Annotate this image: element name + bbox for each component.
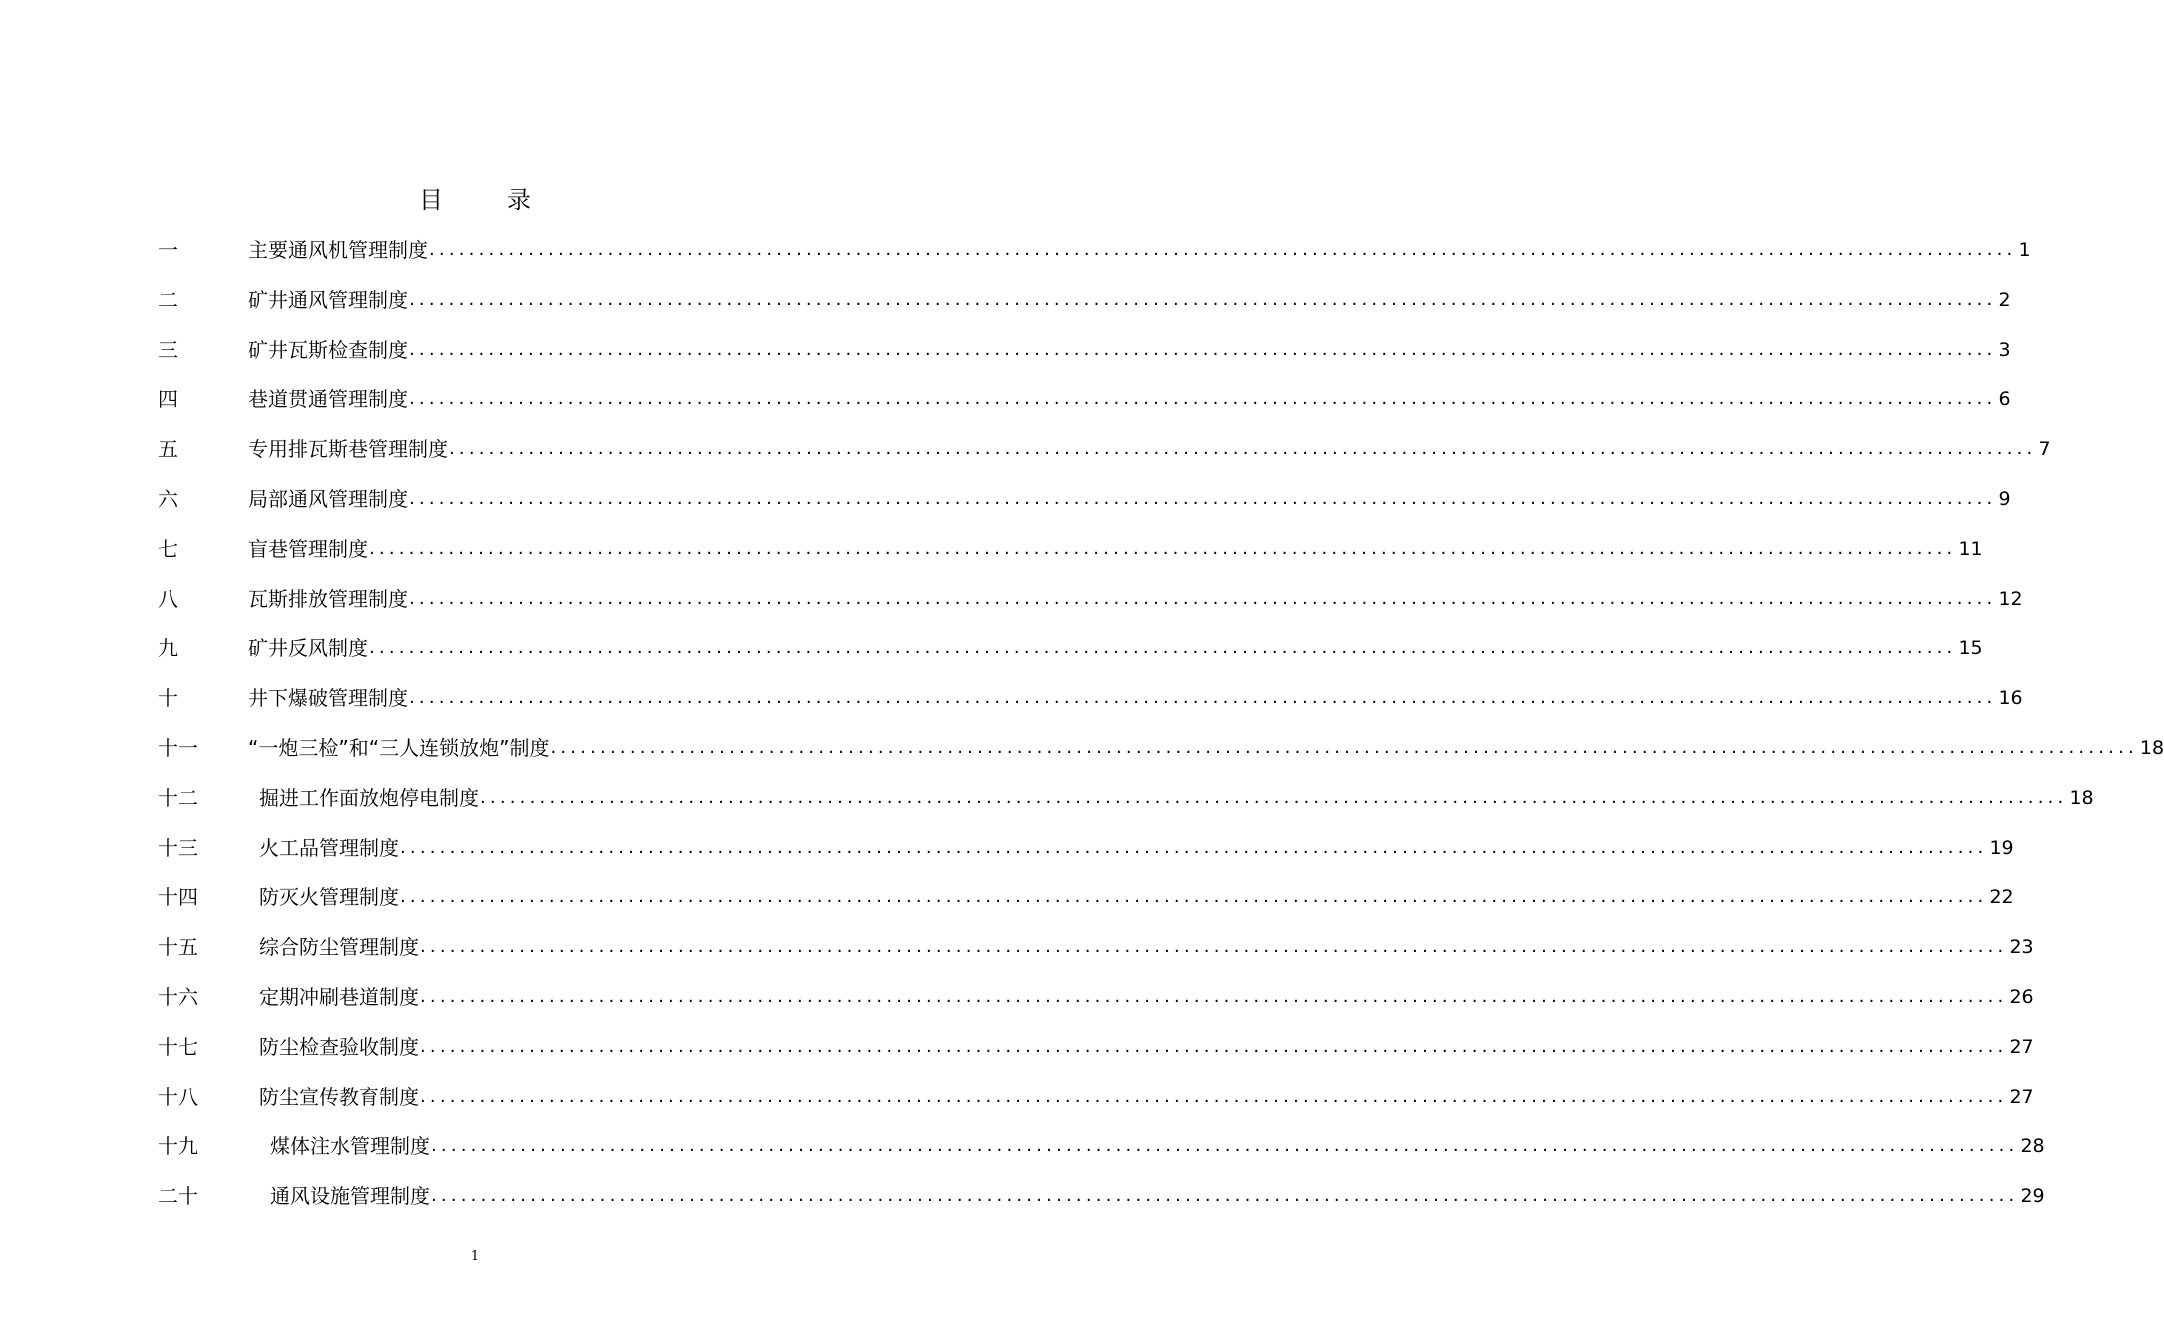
toc-entry-page: 23 (2009, 936, 2034, 958)
toc-entry-title: 通风设施管理制度 (270, 1184, 430, 1208)
toc-entry-title: 主要通风机管理制度 (248, 238, 428, 262)
toc-entry-page: 12 (1998, 588, 2023, 610)
toc-dot-leader: ................................................................................................................................................................ (449, 438, 2037, 459)
toc-title-char-2: 录 (507, 186, 531, 214)
toc-entry-title: “一炮三检”和“三人连锁放炮”制度 (248, 736, 550, 760)
toc-entry-title: 防尘宣传教育制度 (259, 1085, 419, 1109)
toc-entry[interactable] (158, 1032, 2034, 1062)
toc-entry-number: 三 (158, 338, 178, 362)
toc-dot-leader: ................................................................................................................................................................ (420, 1086, 2008, 1107)
toc-entry-title: 综合防尘管理制度 (259, 935, 419, 959)
toc-entry[interactable] (158, 783, 2094, 813)
toc-entry[interactable] (158, 335, 2011, 365)
toc-entry-title: 井下爆破管理制度 (248, 686, 408, 710)
toc-entry[interactable] (158, 1131, 2045, 1161)
toc-entry-title: 防尘检查验收制度 (259, 1035, 419, 1059)
page-number: 1 (470, 1249, 480, 1264)
toc-entry-number: 十九 (158, 1134, 198, 1158)
toc-entry-page: 3 (1998, 339, 2011, 361)
toc-entry-number: 二十 (158, 1184, 198, 1208)
toc-entry[interactable] (158, 484, 2011, 514)
toc-entry-page: 7 (2038, 438, 2051, 460)
toc-entry-title: 盲巷管理制度 (248, 537, 368, 561)
toc-entry-page: 6 (1998, 388, 2011, 410)
toc-entry-page: 27 (2009, 1036, 2034, 1058)
toc-dot-leader: ................................................................................................................................................................ (409, 588, 1997, 609)
toc-entry-title: 掘进工作面放炮停电制度 (259, 786, 479, 810)
toc-entry-title: 专用排瓦斯巷管理制度 (248, 437, 448, 461)
toc-dot-leader: ................................................................................................................................................................ (369, 538, 1957, 559)
toc-entry-number: 五 (158, 437, 178, 461)
toc-entry-title: 防灭火管理制度 (259, 885, 399, 909)
toc-entry[interactable] (158, 882, 2014, 912)
toc-entry-number: 十二 (158, 786, 198, 810)
toc-entry-number: 十三 (158, 836, 198, 860)
toc-entry-page: 2 (1998, 289, 2011, 311)
toc-entry-number: 十七 (158, 1035, 198, 1059)
toc-entry-number: 十六 (158, 985, 198, 1009)
toc-dot-leader: ................................................................................................................................................................ (420, 986, 2008, 1007)
toc-entry-number: 十 (158, 686, 178, 710)
toc-entry[interactable] (158, 1082, 2034, 1112)
toc-entry-number: 四 (158, 387, 178, 411)
toc-dot-leader: ................................................................................................................................................................ (400, 886, 1988, 907)
toc-entry-title: 火工品管理制度 (259, 836, 399, 860)
toc-dot-leader: ................................................................................................................................................................ (369, 637, 1957, 658)
toc-entry-title: 局部通风管理制度 (248, 487, 408, 511)
toc-dot-leader: ................................................................................................................................................................ (420, 1036, 2008, 1057)
toc-entry-page: 9 (1998, 488, 2011, 510)
toc-entry-title: 定期冲刷巷道制度 (259, 985, 419, 1009)
toc-entry[interactable] (158, 534, 1983, 564)
toc-entry[interactable] (158, 633, 1983, 663)
toc-entry-page: 11 (1958, 538, 1983, 560)
toc-entry[interactable] (158, 982, 2034, 1012)
toc-entry-page: 18 (2139, 737, 2164, 759)
toc-dot-leader: ................................................................................................................................................................ (400, 837, 1988, 858)
toc-entry[interactable] (158, 833, 2014, 863)
toc-entry-number: 六 (158, 487, 178, 511)
toc-entry-number: 九 (158, 636, 178, 660)
toc-entry-page: 26 (2009, 986, 2034, 1008)
toc-entry-page: 28 (2020, 1135, 2045, 1157)
toc-entry[interactable] (158, 733, 2164, 763)
toc-entry[interactable] (158, 384, 2011, 414)
toc-dot-leader: ................................................................................................................................................................ (409, 289, 1997, 310)
toc-dot-leader: ................................................................................................................................................................ (431, 1185, 2019, 1206)
toc-dot-leader: ................................................................................................................................................................ (409, 388, 1997, 409)
toc-entry[interactable] (158, 683, 2023, 713)
toc-dot-leader: ................................................................................................................................................................ (420, 936, 2008, 957)
toc-dot-leader: ................................................................................................................................................................ (409, 339, 1997, 360)
toc-dot-leader: ................................................................................................................................................................ (409, 687, 1997, 708)
toc-entry-number: 二 (158, 288, 178, 312)
toc-entry-title: 瓦斯排放管理制度 (248, 587, 408, 611)
toc-entry-title: 巷道贯通管理制度 (248, 387, 408, 411)
toc-dot-leader: ................................................................................................................................................................ (480, 787, 2068, 808)
toc-entry-page: 27 (2009, 1086, 2034, 1108)
toc-entry-page: 15 (1958, 637, 1983, 659)
toc-dot-leader: ................................................................................................................................................................ (409, 488, 1997, 509)
toc-entry[interactable] (158, 932, 2034, 962)
toc-entry-number: 七 (158, 537, 178, 561)
toc-entry-number: 一 (158, 238, 178, 262)
toc-entry[interactable] (158, 434, 2051, 464)
toc-title-char-1: 目 (419, 186, 443, 214)
toc-entry-page: 16 (1998, 687, 2023, 709)
toc-dot-leader: ................................................................................................................................................................ (550, 737, 2138, 758)
toc-entry-page: 18 (2069, 787, 2094, 809)
toc-dot-leader: ................................................................................................................................................................ (429, 239, 2017, 260)
toc-entry-number: 八 (158, 587, 178, 611)
toc-entry-title: 矿井通风管理制度 (248, 288, 408, 312)
toc-entry[interactable] (158, 285, 2011, 315)
toc-entry-title: 矿井反风制度 (248, 636, 368, 660)
toc-entry-number: 十八 (158, 1085, 198, 1109)
toc-entry[interactable] (158, 1181, 2045, 1211)
toc-entry-page: 1 (2018, 239, 2031, 261)
toc-entry[interactable] (158, 584, 2023, 614)
toc-entry-number: 十五 (158, 935, 198, 959)
toc-entry-title: 矿井瓦斯检查制度 (248, 338, 408, 362)
toc-entry-title: 煤体注水管理制度 (270, 1134, 430, 1158)
toc-entry-page: 29 (2020, 1185, 2045, 1207)
toc-entry[interactable] (158, 235, 2031, 265)
toc-entry-page: 22 (1989, 886, 2014, 908)
toc-entry-page: 19 (1989, 837, 2014, 859)
toc-entry-number: 十一 (158, 736, 198, 760)
toc-dot-leader: ................................................................................................................................................................ (431, 1135, 2019, 1156)
toc-entry-number: 十四 (158, 885, 198, 909)
